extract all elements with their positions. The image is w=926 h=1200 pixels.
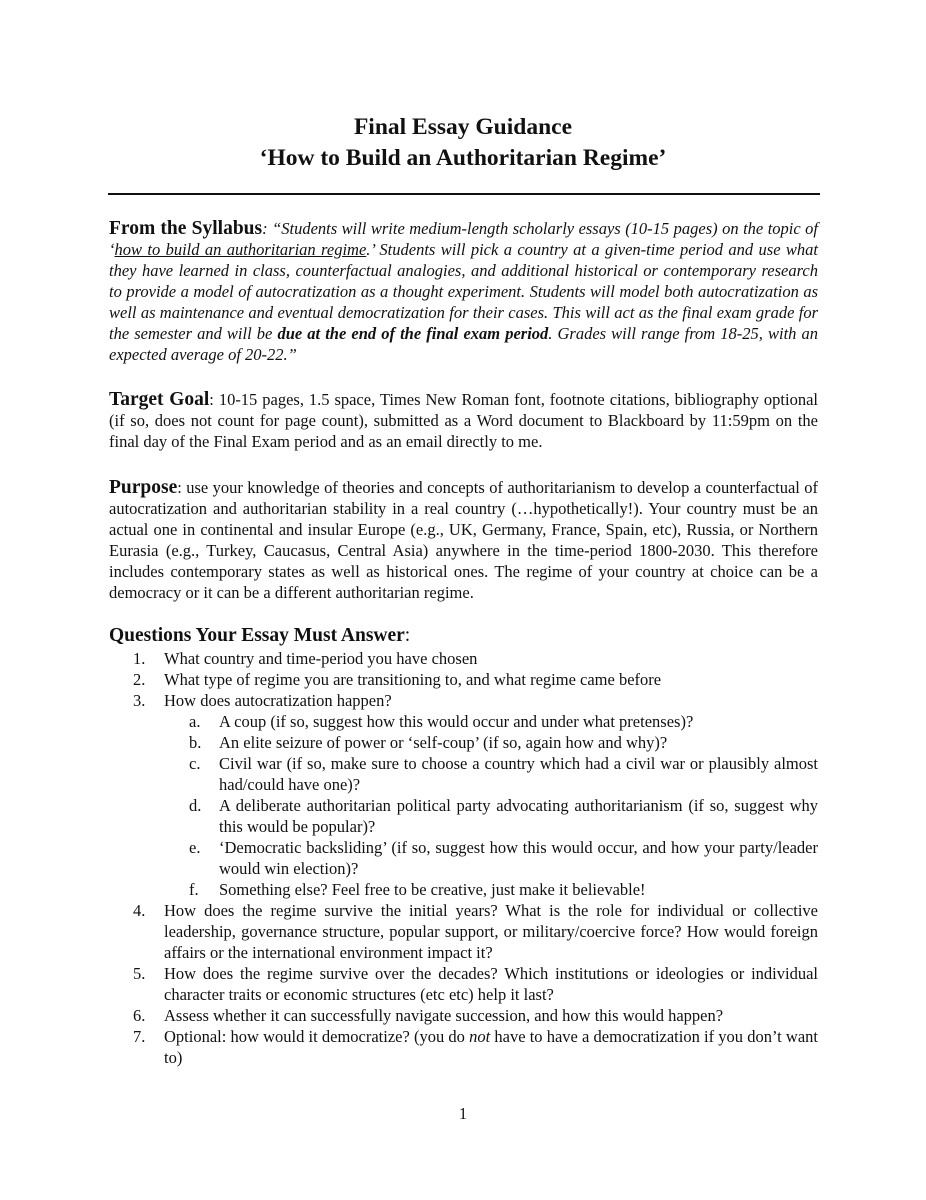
- syllabus-label: From the Syllabus: [109, 218, 263, 239]
- sub-question-letter: b.: [189, 733, 202, 752]
- questions-heading-colon: :: [404, 625, 411, 646]
- autocratization-options-list: [164, 711, 818, 900]
- question-item: [109, 1026, 818, 1068]
- question-item: [109, 648, 818, 669]
- syllabus-quote-end: . Grades will range from 18-25, with an expected average of 20-22.”: [109, 324, 818, 364]
- question-item: [109, 669, 818, 690]
- sub-question-text: A deliberate authoritarian political party advocating authoritarianism (if so, suggest why this would be popular)?: [219, 796, 818, 836]
- question-number: 5.: [133, 964, 146, 983]
- syllabus-quote-start: “Students will write medium-length scholarly essays (10-15 pages) on the topic of ‘: [109, 219, 818, 259]
- target-goal-paragraph: [109, 389, 818, 452]
- question-emphasis: not: [469, 1027, 491, 1046]
- question-text-end: have to have a democratization if you don’t want to): [164, 1027, 818, 1067]
- syllabus-due-date: due at the end of the final exam period: [277, 324, 549, 343]
- question-text: What country and time-period you have chosen: [164, 649, 478, 668]
- question-number: 2.: [133, 670, 146, 689]
- sub-question-text: Something else? Feel free to be creative, just make it believable!: [219, 880, 646, 899]
- question-number: 4.: [133, 901, 146, 920]
- sub-question-item: [164, 795, 818, 837]
- syllabus-quote-middle: .’ Students will pick a country at a given-time period and use what they have learned in class, counterfactual analogies, and additional historical or contemporary research to provide a model of autocratization as a thought experiment. Students will model both autocratization as well as maintenance and eventual democratization for their cases. This will act as the final exam grade for the semester and will be: [109, 240, 818, 343]
- target-goal-label: Target Goal: [109, 389, 210, 410]
- question-item: [109, 963, 818, 1005]
- question-number: 1.: [133, 649, 146, 668]
- question-text-start: Optional: how would it democratize? (you do: [164, 1027, 470, 1046]
- sub-question-text: An elite seizure of power or ‘self-coup’ (if so, again how and why)?: [219, 733, 668, 752]
- target-goal-text: : 10-15 pages, 1.5 space, Times New Roman font, footnote citations, bibliography optional (if so, does not count for page count), submitted as a Word document to Blackboard by 11:59pm on the final day of the Final Exam period and as an email directly to me.: [109, 390, 818, 451]
- sub-question-letter: d.: [189, 796, 202, 815]
- question-text: What type of regime you are transitioning to, and what regime came before: [164, 670, 662, 689]
- sub-question-letter: c.: [189, 754, 201, 773]
- title-line-2: ‘How to Build an Authoritarian Regime’: [259, 145, 667, 171]
- sub-question-text: Civil war (if so, make sure to choose a country which had a civil war or plausibly almost had/could have one)?: [219, 754, 818, 794]
- sub-question-item: [164, 753, 818, 795]
- sub-question-item: [164, 879, 818, 900]
- question-item: [109, 900, 818, 963]
- question-number: 7.: [133, 1027, 146, 1046]
- syllabus-paragraph: [109, 218, 818, 365]
- questions-heading: [109, 624, 410, 648]
- syllabus-underlined-topic: how to build an authoritarian regime: [114, 240, 367, 259]
- question-text: How does the regime survive the initial years? What is the role for individual or collective leadership, governance structure, popular support, or military/coercive force? How would foreign affairs or the international environment impact it?: [164, 901, 818, 962]
- question-number: 6.: [133, 1006, 146, 1025]
- syllabus-colon: :: [262, 219, 268, 238]
- question-item: [109, 1005, 818, 1026]
- purpose-text: : use your knowledge of theories and concepts of authoritarianism to develop a counterfactual of autocratization and authoritarian stability in a real country (…hypothetically!). Your country must be an actual one in continental and insular Europe (e.g., UK, Germany, France, Spain, etc), Russia, or Northern Eurasia (e.g., Turkey, Caucasus, Central Asia) anywhere in the time-period 1800-2030. This therefore includes contemporary states as well as historical ones. The regime of your country at choice can be a democracy or it can be a different authoritarian regime.: [109, 478, 818, 602]
- sub-question-item: [164, 837, 818, 879]
- purpose-label: Purpose: [109, 477, 178, 498]
- purpose-paragraph: [109, 477, 818, 603]
- question-text: How does the regime survive over the decades? Which institutions or ideologies or individual character traits or economic structures (etc etc) help it last?: [164, 964, 818, 1004]
- document-title: [0, 112, 926, 174]
- questions-list: [109, 648, 818, 1068]
- question-number: 3.: [133, 691, 146, 710]
- sub-question-item: [164, 711, 818, 732]
- sub-question-letter: a.: [189, 712, 201, 731]
- questions-heading-text: Questions Your Essay Must Answer: [109, 625, 405, 646]
- title-line-1: Final Essay Guidance: [353, 114, 573, 140]
- sub-question-letter: f.: [189, 880, 199, 899]
- sub-question-text: A coup (if so, suggest how this would occur and under what pretenses)?: [219, 712, 694, 731]
- page-number: 1: [458, 1104, 468, 1123]
- question-text: How does autocratization happen?: [164, 691, 392, 710]
- question-item: [109, 690, 818, 900]
- sub-question-item: [164, 732, 818, 753]
- sub-question-text: ‘Democratic backsliding’ (if so, suggest how this would occur, and how your party/leader would win election)?: [219, 838, 818, 878]
- sub-question-letter: e.: [189, 838, 201, 857]
- question-text: Assess whether it can successfully navigate succession, and how this would happen?: [164, 1006, 724, 1025]
- title-divider: [108, 193, 820, 195]
